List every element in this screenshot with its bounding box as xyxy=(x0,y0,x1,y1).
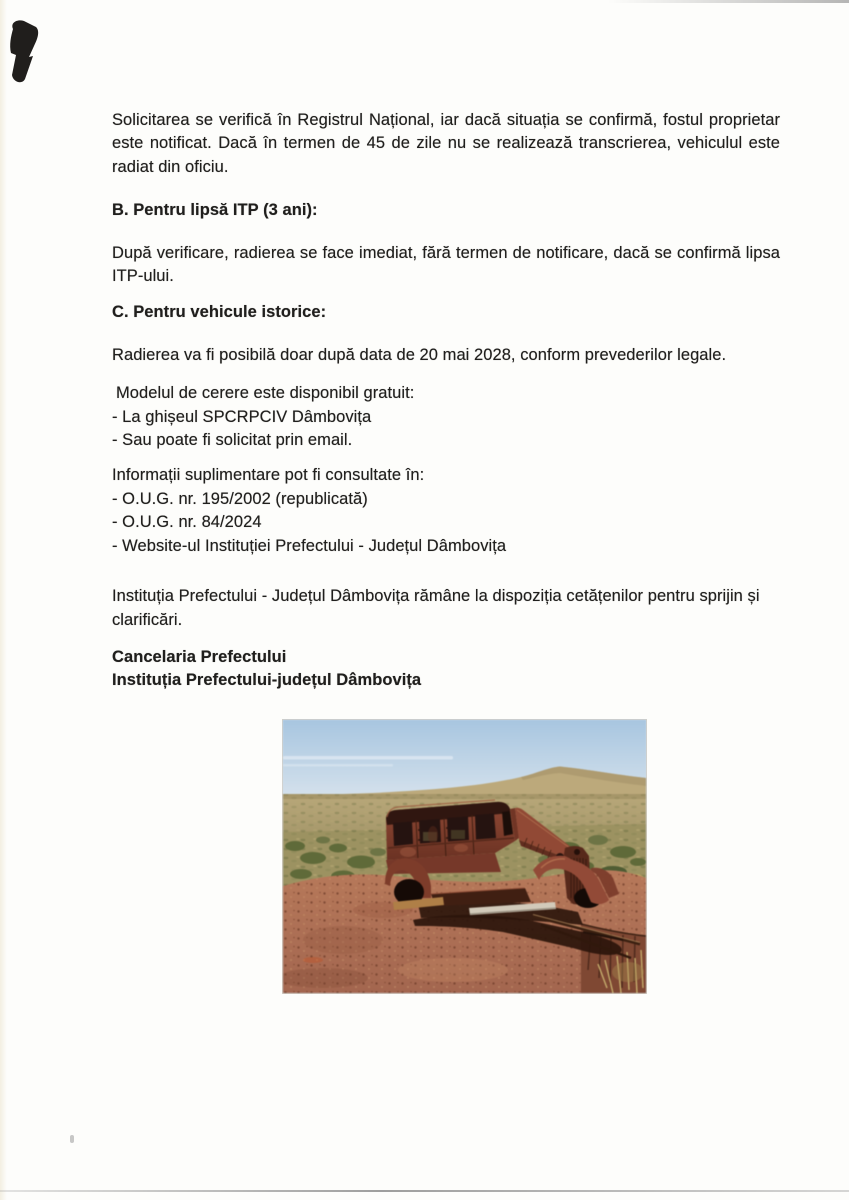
scan-left-edge-streak xyxy=(0,0,8,1200)
photo-cloud-streak xyxy=(283,756,453,760)
photo-abandoned-car xyxy=(283,720,646,993)
list-item: - O.U.G. nr. 195/2002 (republicată) xyxy=(112,489,368,508)
photo-scene xyxy=(283,720,646,993)
signature-institution: Instituția Prefectului-județul Dâmbovița xyxy=(112,671,422,690)
list-item: - O.U.G. nr. 84/2024 xyxy=(112,513,262,532)
signature-block xyxy=(112,646,780,693)
list-item: - Sau poate fi solicitat prin email. xyxy=(112,431,353,450)
additional-info-intro: Informații suplimentare pot fi consultate în: xyxy=(112,466,425,485)
paragraph-historic-vehicles: Radierea va fi posibilă doar după data de 20 mai 2028, conform prevederilor legale. xyxy=(112,345,727,364)
heading-section-c: C. Pentru vehicule istorice: xyxy=(112,303,327,322)
closing-paragraph: Instituția Prefectului - Județul Dâmbovița rămâne la dispoziția cetățenilor pentru sprijin și clarificări. xyxy=(112,587,760,629)
document-body xyxy=(112,109,780,693)
signature-office: Cancelaria Prefectului xyxy=(112,647,287,666)
paragraph-itp: După verificare, radierea se face imediat, fără termen de notificare, dacă se confirmă lipsa ITP-ului. xyxy=(112,243,780,286)
scan-bottom-edge-line xyxy=(0,1190,849,1192)
photo-horizon-band xyxy=(283,794,646,799)
scan-top-right-edge xyxy=(608,0,849,3)
list-item: - La ghișeul SPCRPCIV Dâmbovița xyxy=(112,407,372,426)
photo-cloud-streak xyxy=(283,764,393,767)
additional-info-block xyxy=(112,464,780,558)
paragraph-verification: Solicitarea se verifică în Registrul Național, iar dacă situația se confirmă, fostul proprietar este notificat. Dacă în termen de 45 de zile nu se realizează transcrierea, vehiculul este radiat din oficiu. xyxy=(112,111,780,176)
request-model-block xyxy=(112,382,780,452)
list-item: - Website-ul Instituției Prefectului - Județul Dâmbovița xyxy=(112,536,507,555)
heading-section-b: B. Pentru lipsă ITP (3 ani): xyxy=(112,201,318,220)
scan-ink-blot xyxy=(7,19,41,85)
scan-speck xyxy=(70,1135,74,1143)
request-model-intro: Modelul de cerere este disponibil gratuit: xyxy=(116,384,415,403)
